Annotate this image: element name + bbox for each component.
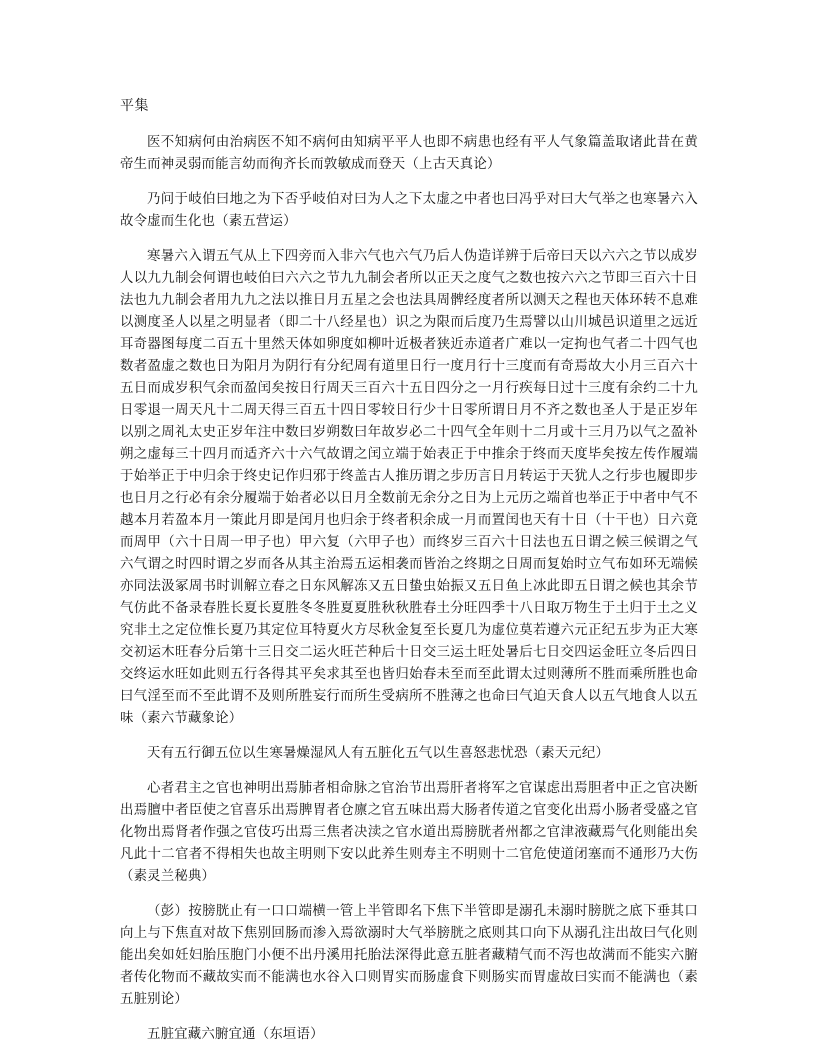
document-page <box>120 96 698 1059</box>
paragraph-dongyuan-yu: 五脏宜藏六腑宜通（东垣语） <box>147 1027 324 1042</box>
paragraph-linglan-midian: 心者君主之官也神明出焉肺者相命脉之官治节出焉肝者将军之官谋虑出焉胆者中正之官决断出焉膻中者臣使之官喜乐出焉脾胃者仓廪之官五味出焉大肠者传道之官变化出焉小肠者受盛之官化物出焉肾者作强之官伎巧出焉三焦者决渎之官水道出焉膀胱者州都之官津液藏焉气化则能出矣凡此十二官者不得相失也故主明则下安以此养生则寿主不明则十二官危使道闭塞而不通形乃大伤（素灵兰秘典） <box>120 781 698 884</box>
section-title: 平集 <box>120 98 149 114</box>
paragraph-liujie-zangxiang: 寒暑六入谓五气从上下四旁而入非六气也六气乃后人伪造详辨于后帝曰天以六六之节以成岁人以九九制会何谓也岐伯曰六六之节九九制会者所以正天之度气之数也按六六之节即三百六十日法也九九制会者用九九之法以推日月五星之会也法具周髀经度者所以测天之程也天体环转不息难以测度圣人以星之明显者（即二十八经星也）识之为限而后度乃生焉譬以山川城邑识道里之远近耳奇器图每度二百五十里然天体如卵度如柳叶近极者狭近赤道者广难以一定拘也气者二十四气也数者盈虚之数也日为阳月为阴行有分纪周有道里日行一度月行十三度而有奇焉故大小月三百六十五日而成岁积气余而盈闰矣按日行周天三百六十五日四分之一月行疾每日过十三度有余约二十九日零退一周天凡十二周天得三百五十四日零较日行少十日零所谓日月不齐之数也圣人于是正岁年以别之周礼太史正岁年注中数曰岁朔数曰年故岁必二十四气全年则十二月或十三月乃以气之盈补朔之虚每三十四月而适齐六十六气故谓之闰立端于始表正于中推余于终而天度毕矣按左传作履端于始举正于中归余于终史记作归邪于终盖古人推历谓之步历言日月转运于天犹人之行步也履即步也日月之行必有余分履端于始者必以日月全数前无余分之日为上元历之端首也举正于中者中气不越本月若盈本月一策此月即是闰月也归余于终者积余成一月而置闰也天有十日（十干也）日六竟而周甲（六十日周一甲子也）甲六复（六甲子也）而终岁三百六十日法也五日谓之候三候谓之气六气谓之时四时谓之岁而各从其主治焉五运相袭而皆治之终期之日周而复始时立气布如环无端候亦同法汲冢周书时训解立春之日东风解冻又五日蛰虫始振又五日鱼上冰此即五日谓之候也其余节气仿此不备录春胜长夏长夏胜冬冬胜夏夏胜秋秋胜春土分旺四季十八日取万物生于土归于土之义究非土之定位惟长夏乃其定位耳特夏火方尽秋金复至长夏几为虚位莫若遵六元正纪五步为正大寒交初运木旺春分后第十三日交二运火旺芒种后十日交三运土旺处暑后七日交四运金旺立冬后四日交终运水旺如此则五行各得其平矣求其至也皆归始春未至而至此谓太过则薄所不胜而乘所胜也命曰气淫至而不至此谓不及则所胜妄行而所生受病所不胜薄之也命曰气迫天食人以五气地食人以五味（素六节藏象论） <box>120 249 698 726</box>
paragraph-wuzang-bielun: （彭）按膀胱止有一口口端横一管上半管即名下焦下半管即是溺孔未溺时膀胱之底下垂其口向上与下焦直对故下焦别回肠而渗入焉欲溺时大气举膀胱之底则其口向下从溺孔注出故曰气化则能出矣如妊妇胎压胞门小便不出丹溪用托胎法深得此意五脏者藏精气而不泻也故满而不能实六腑者传化物而不藏故实而不能满也水谷入口则胃实而肠虚食下则肠实而胃虚故曰实而不能满也（素五脏别论） <box>120 904 698 1007</box>
paragraph-shanggu-tianzhen: 医不知病何由治病医不知不病何由知病平平人也即不病患也经有平人气象篇盖取诸此昔在黄帝生而神灵弱而能言幼而徇齐长而敦敏成而登天（上古天真论） <box>120 135 698 172</box>
paragraph-tianyuan-ji: 天有五行御五位以生寒暑燥湿风人有五脏化五气以生喜怒悲忧恐（素天元纪） <box>147 746 610 761</box>
paragraph-wuying-yun: 乃问于岐伯曰地之为下否乎岐伯对曰为人之下太虚之中者也曰冯乎对曰大气举之也寒暑六入故令虚而生化也（素五营运） <box>120 192 698 229</box>
